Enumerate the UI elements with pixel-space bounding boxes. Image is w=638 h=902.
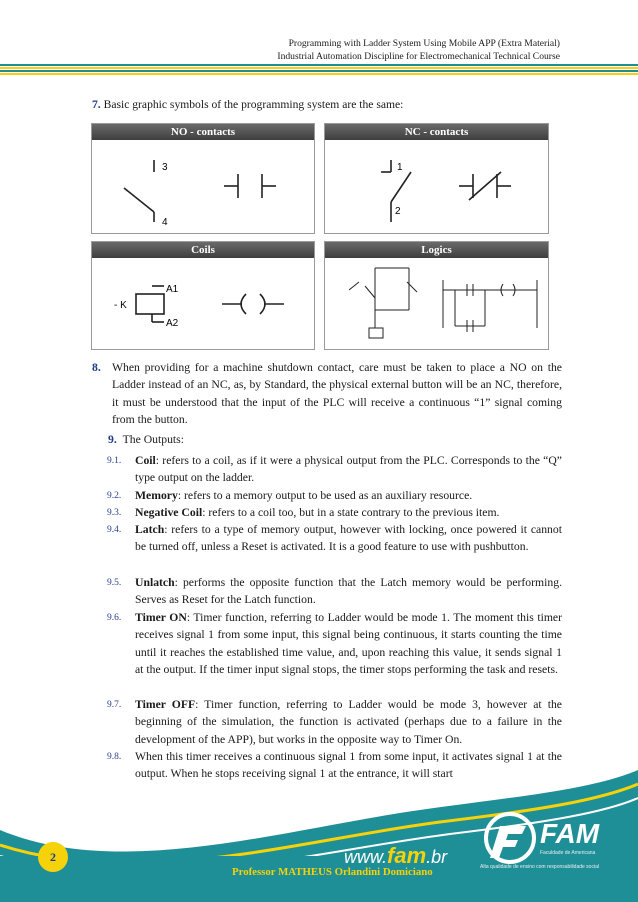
nc-contacts-symbol <box>325 140 548 233</box>
output-item-number: 9.6. <box>107 613 122 623</box>
fam-logo-text: FAM <box>540 818 600 849</box>
output-item <box>107 609 562 679</box>
output-item-text: : Timer function, referring to Ladder would be mode 1. The moment this timer receives signal 1 from some input, this signal being continuous, it starts counting the time until it reaches the established time value, and, upon reaching this value, it sends signal 1 at the output. If the timer input signal stops, the timer stops performing the task and resets. <box>135 611 562 677</box>
professor-name: Professor MATHEUS Orlandini Domiciano <box>232 866 433 878</box>
page-number: 2 <box>38 842 68 872</box>
coils-panel <box>91 241 315 350</box>
nc-contacts-title: NC - contacts <box>325 124 548 140</box>
item-7 <box>92 98 562 111</box>
coils-symbol <box>92 258 314 349</box>
coil-label-k: - K <box>114 300 127 311</box>
no-contacts-panel <box>91 123 315 234</box>
output-item-number: 9.3. <box>107 508 122 518</box>
logics-title: Logics <box>325 242 548 258</box>
nc-label-top: 1 <box>397 162 403 173</box>
output-item-number: 9.5. <box>107 578 122 588</box>
logics-diagram <box>325 258 548 349</box>
header-title: Programming with Ladder System Using Mobile APP (Extra Material) <box>288 38 560 49</box>
output-item-term: Timer OFF <box>135 698 196 711</box>
website-prefix: www. <box>344 847 388 867</box>
nc-contacts-panel <box>324 123 549 234</box>
coils-title: Coils <box>92 242 314 258</box>
output-item-term: Unlatch <box>135 576 175 589</box>
output-item <box>107 452 562 487</box>
output-item <box>107 521 562 556</box>
outputs-title: The Outputs: <box>122 433 184 446</box>
output-item-term: Coil <box>135 454 156 467</box>
logics-panel <box>324 241 549 350</box>
coil-label-a1: A1 <box>166 284 179 295</box>
output-item-text: When this timer receives a continuous signal 1 from some input, it activates signal 1 at the output. When he stops receiving signal 1 at the entrance, it will start <box>135 750 562 781</box>
output-item-term: Timer ON <box>135 611 187 624</box>
output-item-text: : Timer function, referring to Ladder would be mode 3, however at the beginning of the simulation, the function is activated (perhaps due to a failure in the development of the APP), but works in the opposite way to Timer On. <box>135 698 562 746</box>
output-item-text: : refers to a memory output to be used as an auxiliary resource. <box>177 489 473 502</box>
no-label-top: 3 <box>162 162 168 173</box>
output-item-number: 9.8. <box>107 752 122 762</box>
header-subtitle: Industrial Automation Discipline for Electromechanical Technical Course <box>277 50 560 62</box>
website-suffix: .br <box>426 847 448 867</box>
output-item <box>107 487 562 504</box>
nc-label-bottom: 2 <box>395 206 401 217</box>
output-item-term: Negative Coil <box>135 506 203 519</box>
outputs-number: 9. <box>108 433 117 446</box>
output-item-text: : refers to a coil too, but in a state contrary to the previous item. <box>202 506 500 519</box>
website-brand: fam <box>387 843 427 868</box>
output-item <box>107 696 562 748</box>
outputs-heading <box>108 433 184 446</box>
output-item-number: 9.2. <box>107 491 122 501</box>
output-item-number: 9.7. <box>107 700 122 710</box>
output-item-term: Memory <box>135 489 178 502</box>
item-7-number: 7. <box>92 98 101 111</box>
item-8-text: When providing for a machine shutdown contact, care must be taken to place a NO on the Ladder instead of an NC, as, by Standard, the physical external button will be an NC, therefore, it must be understood that the input of the PLC will receive a continuous “1” signal coming from the button. <box>112 361 562 427</box>
output-item <box>107 574 562 609</box>
output-item-number: 9.1. <box>107 456 122 466</box>
output-item-text: : refers to a type of memory output, however with locking, once powered it cannot be turned off, unless a Reset is activated. It is a good feature to use with pushbutton. <box>135 523 562 554</box>
item-7-text: Basic graphic symbols of the programming system are the same: <box>103 98 404 111</box>
page-header <box>277 38 560 63</box>
item-8-number: 8. <box>92 361 101 374</box>
output-item-text: : performs the opposite function that the Latch memory would be performing. Serves as Reset for the Latch function. <box>135 576 562 607</box>
output-item-number: 9.4. <box>107 525 122 535</box>
no-contacts-title: NO - contacts <box>92 124 314 140</box>
coil-label-a2: A2 <box>166 318 179 329</box>
output-item-text: : refers to a coil, as if it were a physical output from the PLC. Corresponds to the “Q” type output on the ladder. <box>135 454 562 485</box>
fam-logo-subtitle: Faculdade de Americana <box>540 850 596 856</box>
output-item-term: Latch <box>135 523 165 536</box>
no-contacts-symbol <box>92 140 314 233</box>
no-label-bottom: 4 <box>162 217 168 228</box>
output-item <box>107 504 562 521</box>
fam-slogan: Alta qualidade de ensino com responsabilidade social <box>480 864 599 870</box>
header-stripes <box>0 64 638 78</box>
item-8 <box>92 359 562 429</box>
